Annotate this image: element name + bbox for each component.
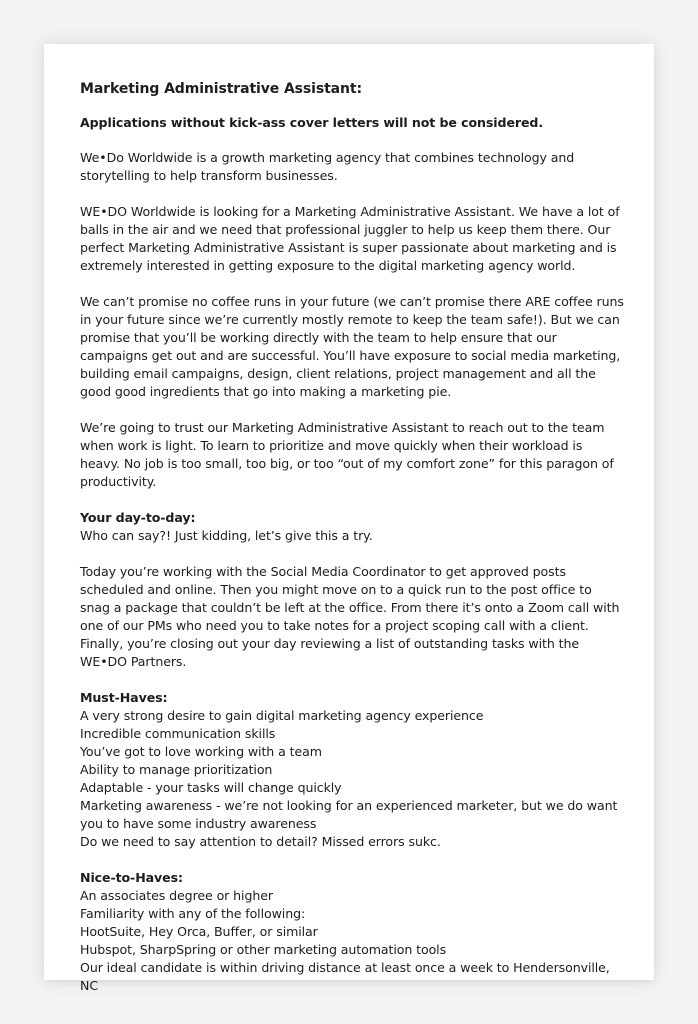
must-haves-heading: Must-Haves: xyxy=(80,690,168,705)
list-item: Marketing awareness - we’re not looking for an experienced marketer, but we do want you to have some industry awareness xyxy=(80,798,618,831)
role-paragraph: WE•DO Worldwide is looking for a Marketing Administrative Assistant. We have a lot of balls in the air and we need that professional juggler to help us keep them there. Our perfect Marketing Administrative Assistant is super passionate about marketing and is extremely interested in getting exposure to the digital marketing agency world. xyxy=(80,204,620,273)
nice-to-haves-heading: Nice-to-Haves: xyxy=(80,870,183,885)
list-item: Familiarity with any of the following: xyxy=(80,906,306,921)
intro-paragraph: We•Do Worldwide is a growth marketing agency that combines technology and storytelling to help transform businesses. xyxy=(80,150,575,183)
nice-to-haves-section xyxy=(80,869,624,995)
list-item: Our ideal candidate is within driving distance at least once a week to Hendersonville, NC xyxy=(80,960,610,993)
day-to-day-intro: Who can say?! Just kidding, let’s give this a try. xyxy=(80,528,373,543)
list-item: Incredible communication skills xyxy=(80,726,276,741)
list-item: Adaptable - your tasks will change quickly xyxy=(80,780,342,795)
list-item: Do we need to say attention to detail? Missed errors sukc. xyxy=(80,834,441,849)
must-haves-section xyxy=(80,689,624,851)
day-to-day-heading: Your day-to-day: xyxy=(80,510,196,525)
trust-paragraph: We’re going to trust our Marketing Administrative Assistant to reach out to the team when work is light. To learn to prioritize and move quickly when their workload is heavy. No job is too small, too big, or too “out of my comfort zone” for this paragon of productivity. xyxy=(80,420,614,489)
list-item: Hubspot, SharpSpring or other marketing automation tools xyxy=(80,942,447,957)
list-item: You’ve got to love working with a team xyxy=(80,744,322,759)
list-item: HootSuite, Hey Orca, Buffer, or similar xyxy=(80,924,318,939)
day-to-day-body: Today you’re working with the Social Media Coordinator to get approved posts scheduled and online. Then you might move on to a quick run to the post office to snag a package that couldn’t be left at the office. From there it’s onto a Zoom call with one of our PMs who need you to take notes for a project scoping call with a client. Finally, you’re closing out your day reviewing a list of outstanding tasks with the WE•DO Partners. xyxy=(80,564,620,669)
application-warning: Applications without kick-ass cover letters will not be considered. xyxy=(80,115,544,130)
list-item: An associates degree or higher xyxy=(80,888,273,903)
document-page xyxy=(44,44,654,993)
list-item: Ability to manage prioritization xyxy=(80,762,273,777)
document-title: Marketing Administrative Assistant: xyxy=(80,81,362,97)
coffee-paragraph: We can’t promise no coffee runs in your future (we can’t promise there ARE coffee runs in your future since we’re currently mostly remote to keep the team safe!). But we can promise that you’ll be working directly with the team to help ensure that our campaigns get out and are successful. You’ll have exposure to social media marketing, building email campaigns, design, client relations, project management and all the good good ingredients that go into making a marketing pie. xyxy=(80,294,624,399)
day-to-day-section xyxy=(80,509,624,545)
list-item: A very strong desire to gain digital marketing agency experience xyxy=(80,708,484,723)
